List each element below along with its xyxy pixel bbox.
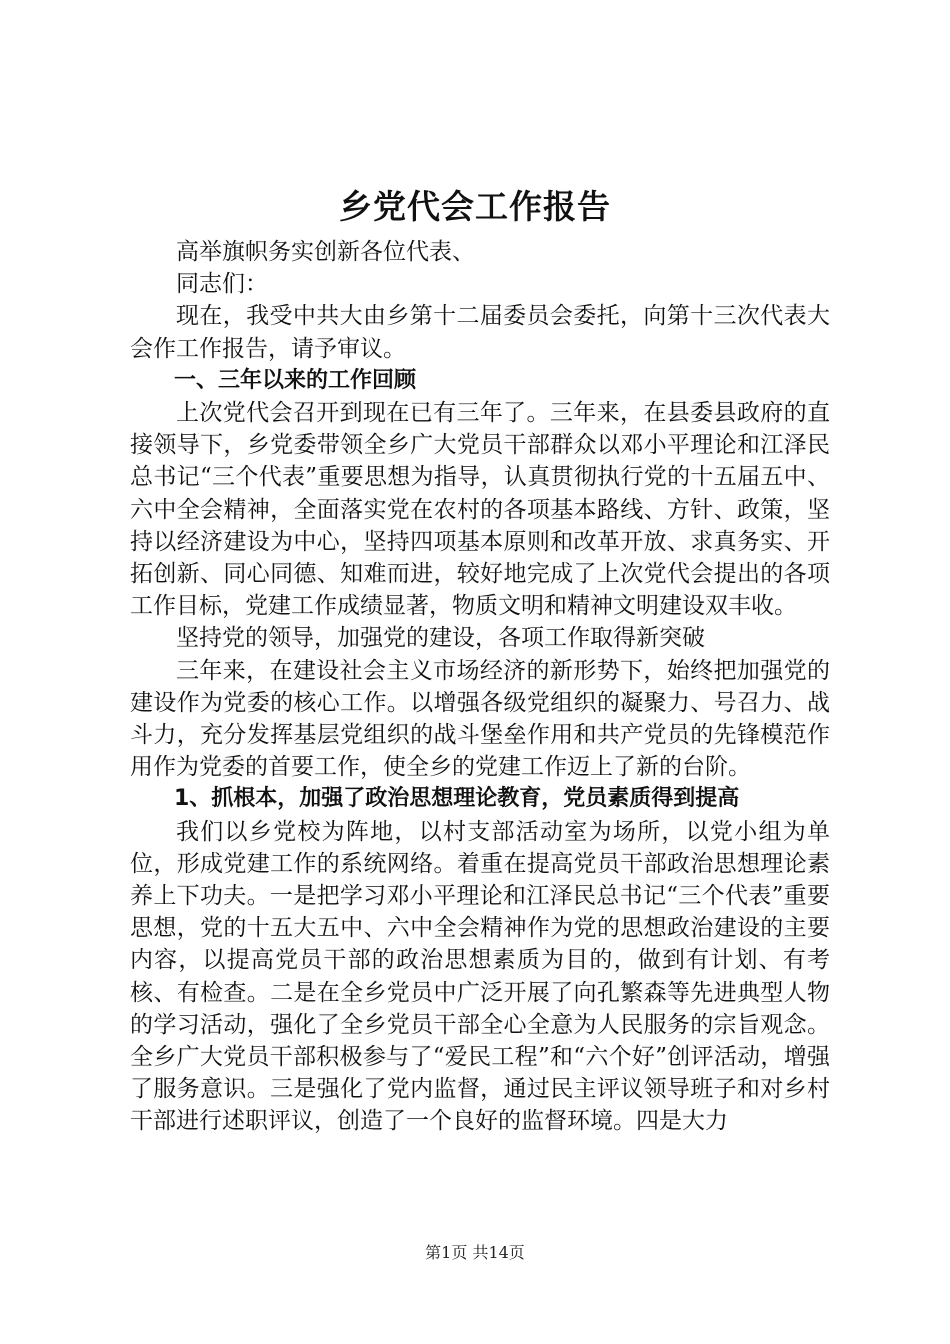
section-heading-review: 一、三年以来的工作回顾 xyxy=(174,367,417,393)
page-number-footer: 第1页 共14页 xyxy=(425,1243,525,1262)
review-paragraph: 上次党代会召开到现在已有三年了。三年来，在县委县政府的直接领导下，乡党委带领全乡广大党员干部群众以邓小平理论和江泽民总书记“三个代表”重要思想为指导，认真贯彻执行党的十五届五中、六中全会精神，全面落实党在农村的各项基本路线、方针、政策，坚持以经济建设为中心，坚持四项基本原则和改革开放、求真务实、开拓创新、同心同德、知难而进，较好地完成了上次党代会提出的各项工作目标，党建工作成绩显著，物质文明和精神文明建设双丰收。 xyxy=(130,400,830,620)
salutation-line: 同志们： xyxy=(176,271,268,298)
party-building-paragraph: 三年来，在建设社会主义市场经济的新形势下，始终把加强党的建设作为党委的核心工作。以增强各级党组织的凝聚力、号召力、战斗力，充分发挥基层党组织的战斗堡垒作用和共产党员的先锋模范作用作为党委的首要工作，使全乡的党建工作迈上了新的台阶。 xyxy=(130,657,830,781)
subsection-heading-education: 1、抓根本，加强了政治思想理论教育，党员素质得到提高 xyxy=(174,786,740,812)
subheading-party-leadership: 坚持党的领导，加强党的建设，各项工作取得新突破 xyxy=(176,625,705,652)
intro-paragraph: 现在，我受中共大由乡第十二届委员会委托，向第十三次代表大会作工作报告，请予审议。 xyxy=(130,303,830,362)
document-title: 乡党代会工作报告 xyxy=(339,187,611,226)
document-body xyxy=(130,236,830,1138)
greeting-line: 高举旗帜务实创新各位代表、 xyxy=(176,239,475,265)
education-paragraph: 我们以乡党校为阵地，以村支部活动室为场所，以党小组为单位，形成党建工作的系统网络。着重在提高党员干部政治思想理论素养上下功夫。一是把学习邓小平理论和江泽民总书记“三个代表”重要思想，党的十五大五中、六中全会精神作为党的思想政治建设的主要内容，以提高党员干部的政治思想素质为目的，做到有计划、有考核、有检查。二是在全乡党员中广泛开展了向孔繁森等先进典型人物的学习活动，强化了全乡党员干部全心全意为人民服务的宗旨观念。全乡广大党员干部积极参与了“爱民工程”和“六个好”创评活动，增强了服务意识。三是强化了党内监督，通过民主评议领导班子和对乡村干部进行述职评议，创造了一个良好的监督环境。四是大力 xyxy=(130,818,830,1135)
